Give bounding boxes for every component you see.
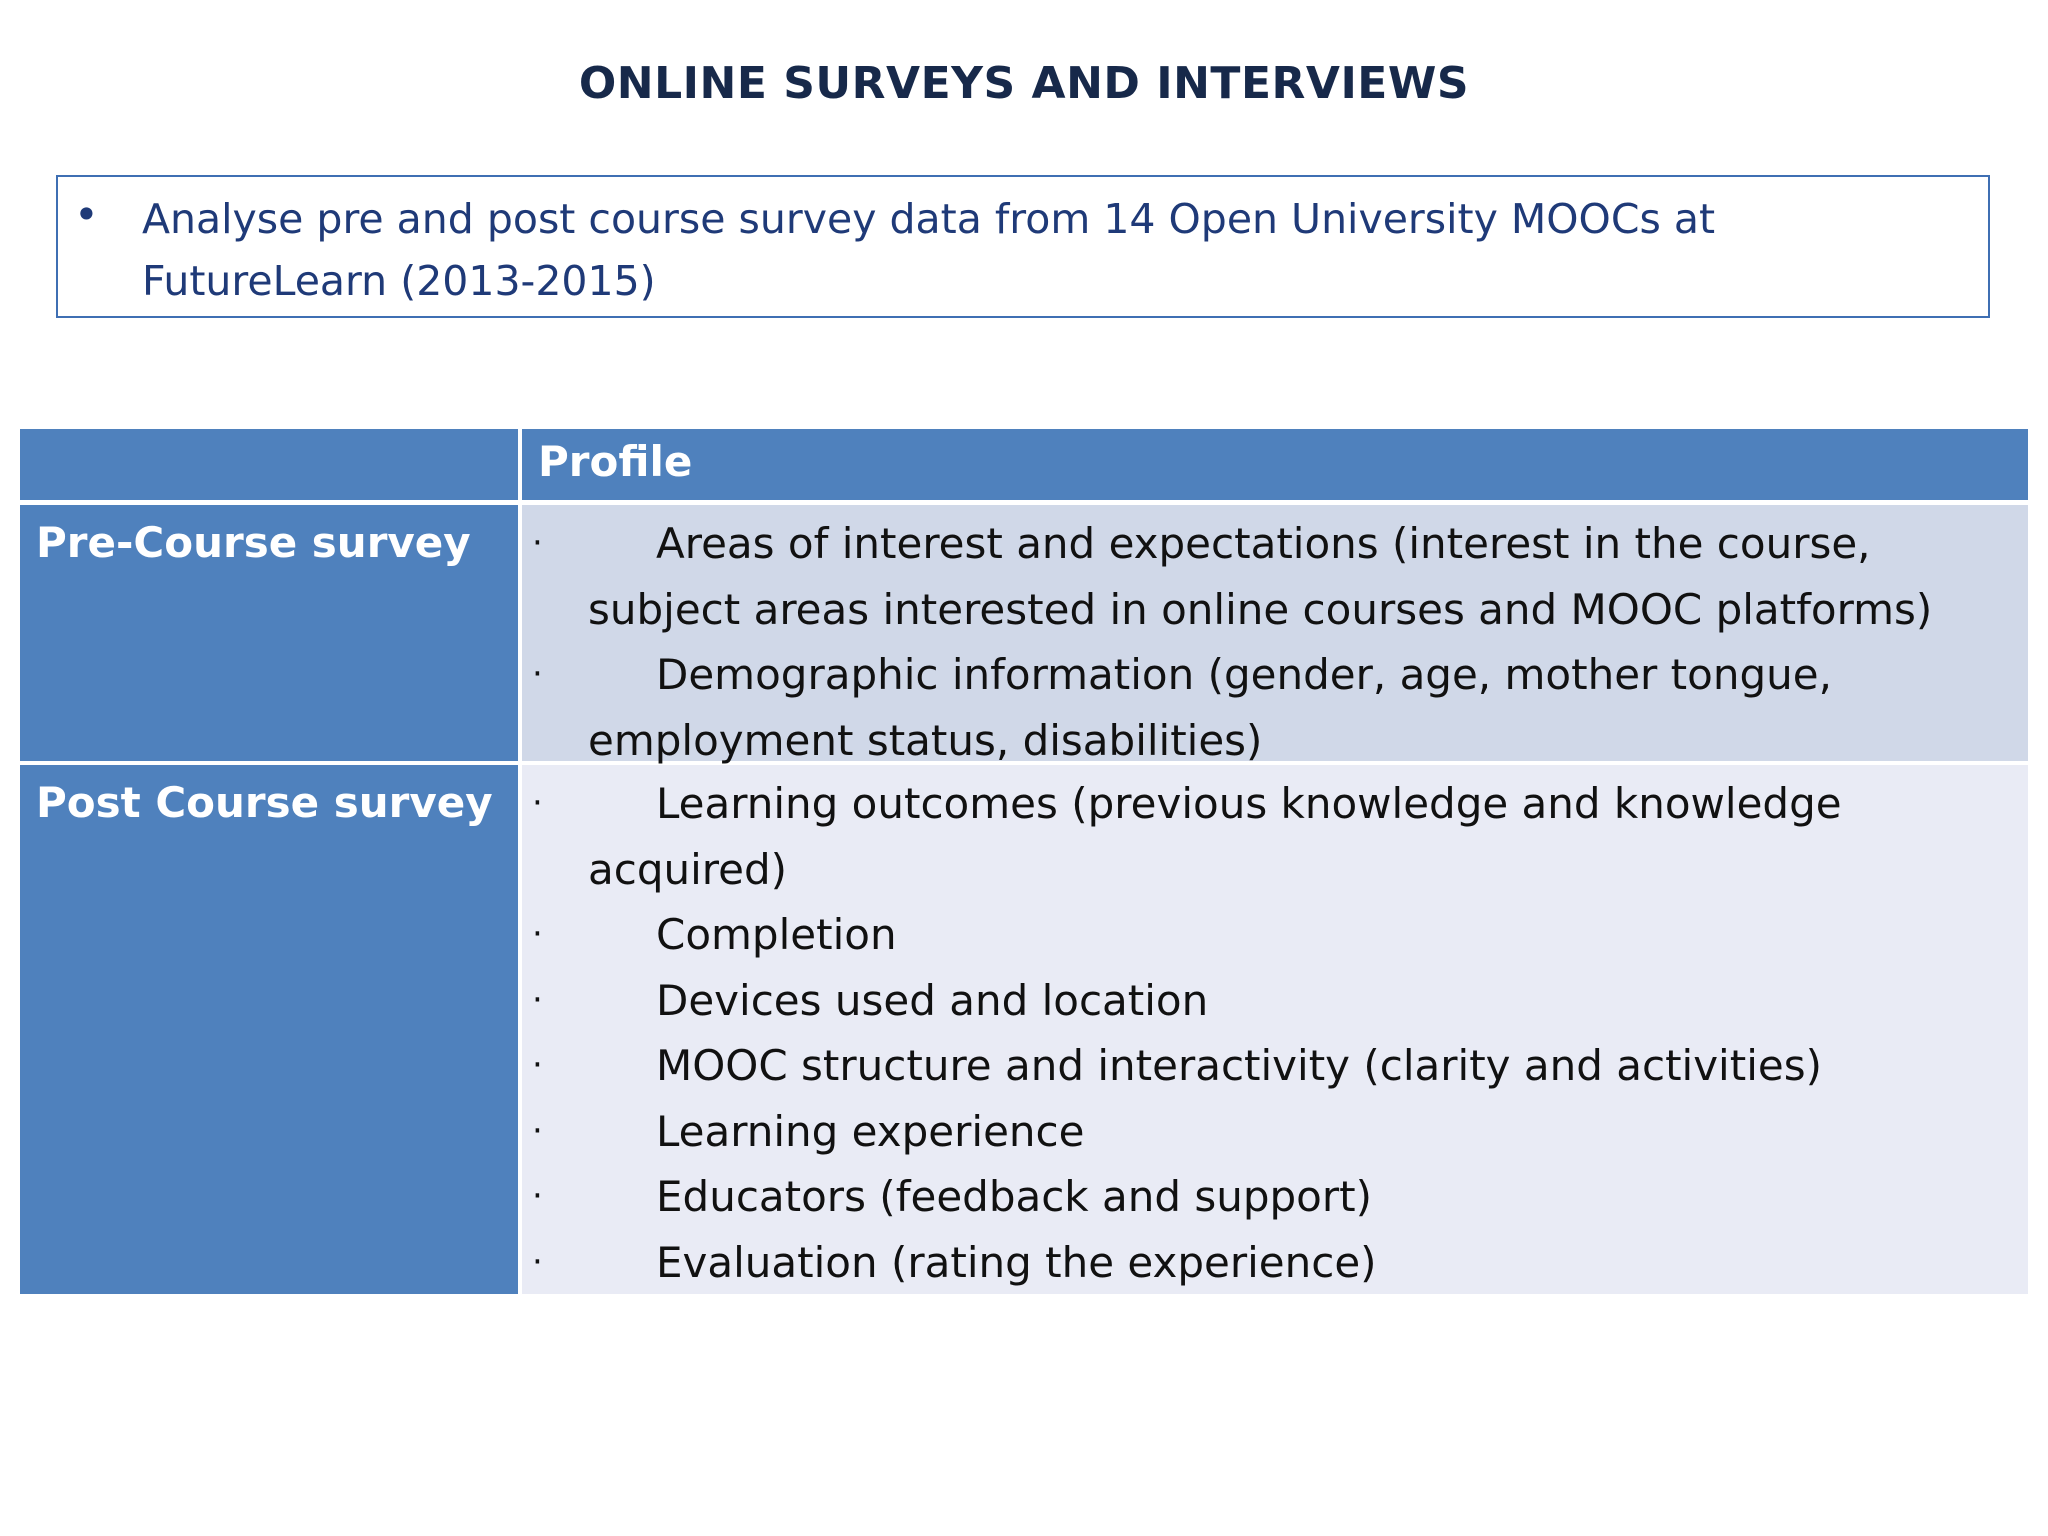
row-label-post-course: Post Course survey	[20, 765, 518, 1294]
survey-table	[20, 429, 2028, 1294]
header-profile: Profile	[522, 429, 2028, 500]
bullet-dot-icon: ·	[532, 654, 543, 694]
bullet-dot-icon: ·	[532, 1110, 543, 1151]
callout-text: Analyse pre and post course survey data from 14 Open University MOOCs at FutureLearn (2013-2015)	[142, 195, 1716, 305]
bullet-dot-icon: ·	[532, 1176, 543, 1216]
list-item	[522, 642, 2028, 773]
bullet-dot-icon: ·	[532, 1241, 543, 1282]
list-item-text: Evaluation (rating the experience)	[656, 1237, 1377, 1287]
bullet-dot-icon: ·	[532, 1045, 543, 1085]
callout-bullet-icon: •	[74, 190, 99, 239]
row-body-post-course	[522, 765, 2028, 1294]
bullet-dot-icon: ·	[532, 979, 543, 1020]
slide-title: ONLINE SURVEYS AND INTERVIEWS	[578, 58, 1470, 109]
list-item-text: MOOC structure and interactivity (clarity and activities)	[656, 1041, 1822, 1090]
list-item	[522, 968, 2028, 1034]
row-body-pre-course	[522, 505, 2028, 765]
list-item	[522, 771, 2028, 902]
list-item	[522, 1230, 2028, 1296]
row-label-pre-course: Pre-Course survey	[20, 505, 518, 761]
bullet-dot-icon: ·	[532, 523, 543, 563]
list-item-text: Educators (feedback and support)	[656, 1172, 1372, 1221]
bullet-dot-icon: ·	[532, 914, 543, 954]
list-item	[522, 1033, 2028, 1099]
list-item	[522, 1099, 2028, 1165]
list-item-text: Learning outcomes (previous knowledge and knowledge acquired)	[588, 779, 1842, 894]
list-item-text: Areas of interest and expectations (interest in the course, subject areas interested in online courses and MOOC platforms)	[588, 519, 1933, 634]
list-item-text: Learning experience	[656, 1106, 1085, 1156]
list-item	[522, 511, 2028, 642]
list-item	[522, 902, 2028, 968]
list-item-text: Demographic information (gender, age, mother tongue, employment status, disabilities)	[588, 650, 1832, 765]
list-item-text: Completion	[656, 910, 897, 959]
list-item-text: Devices used and location	[656, 975, 1209, 1025]
bullet-dot-icon: ·	[532, 783, 543, 823]
list-item	[522, 1164, 2028, 1230]
header-corner-cell	[20, 429, 518, 500]
